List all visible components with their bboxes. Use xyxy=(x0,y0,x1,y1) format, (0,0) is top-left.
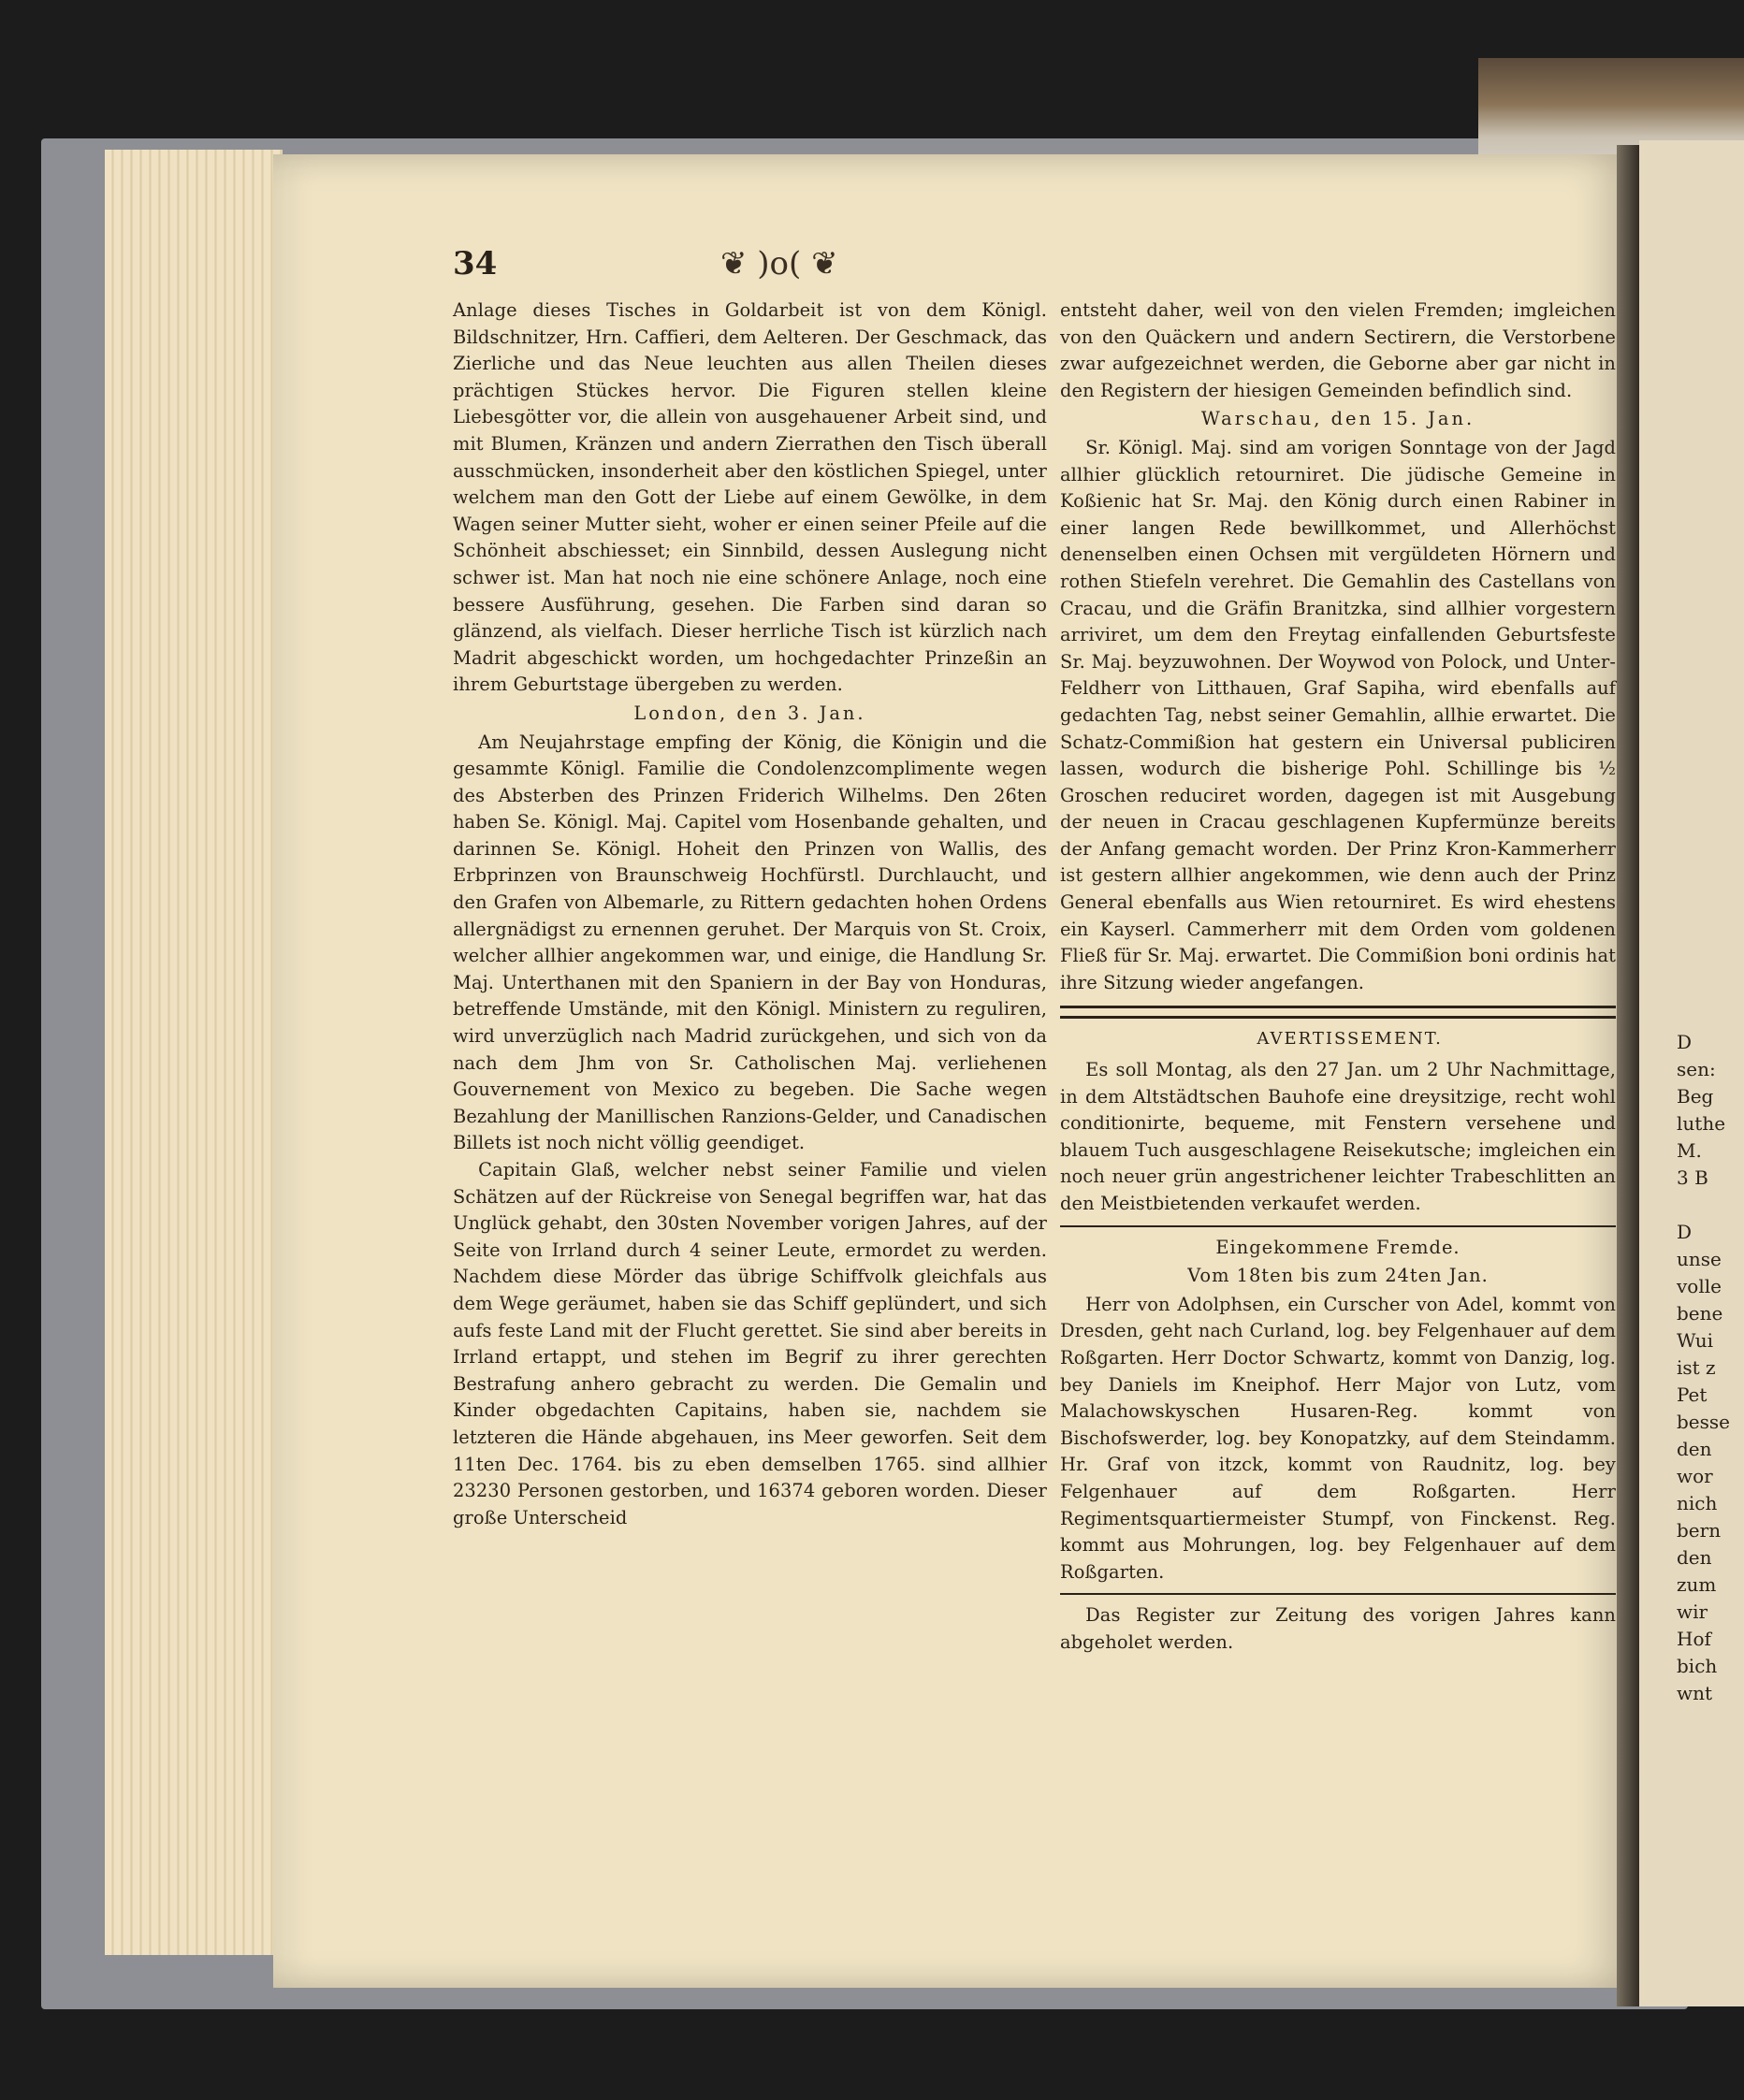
section-divider xyxy=(1060,1593,1616,1595)
facing-page-text xyxy=(1677,1029,1730,1707)
text-fragment: luthe xyxy=(1677,1112,1726,1135)
fremde-text: Herr von Adolphsen, ein Curscher von Adel, kommt von Dresden, geht nach Curland, log. bey Felgenhauer auf dem Roßgarten. Herr Doctor Schwartz, kommt von Danzig, log. bey Daniels im Kneiphof. Herr Major von Lutz, vom Malachowskyschen Husaren-Reg. kommt von Bischofswerder, log. bey Konopatzky, auf dem Steindamm. Hr. Graf von itzck, kommt von Raudnitz, log. bey Felgenhauer auf dem Roßgarten. Herr Regimentsquartiermeister Stumpf, von Finckenst. Reg. kommt aus Mohrungen, log. bey Felgenhauer auf dem Roßgarten. xyxy=(1060,1293,1616,1583)
avertissement-text: Es soll Montag, als den 27 Jan. um 2 Uhr Nachmittage, in dem Altstädtschen Bauhofe eine dreysitzige, recht wohl conditionirte, bequeme, mit Fenstern versehene und blauem Tuch ausgeschlagene Reisekutsche; imgleichen ein noch neuer grün angestrichener leichter Trabeschlitten an den Meistbietenden verkaufet werden. xyxy=(1060,1059,1616,1214)
text-fragment: zum xyxy=(1677,1573,1717,1596)
paragraph: Capitain Glaß, welcher nebst seiner Familie und vielen Schätzen auf der Rückreise von Senegal begriffen war, hat das Unglück gehabt, den 30sten November vorigen Jahres, auf der Seite von Irrland durch 4 seiner Leute, ermordet zu werden. Nachdem diese Mörder das übrige Schiffvolk gleichfals aus dem Wege geräumet, haben sie das Schiff geplündert, und sich aufs feste Land mit der Flucht gerettet. Sie sind aber bereits in Irrland ertappt, und stehen im Begrif zu ihrer gerechten Bestrafung anhero gebracht zu werden. Die Gemalin und Kinder obgedachten Capitains, haben sie, nachdem sie letzteren die Hände abgehauen, ins Meer geworfen. Seit dem 11ten Dec. 1764. bis zu eben demselben 1765. sind allhier 23230 Personen gestorben, und 16374 geboren worden. Dieser große Unterscheid xyxy=(453,1159,1047,1528)
avertissement-heading: AVERTISSEMENT. xyxy=(1257,1029,1443,1050)
text-fragment: Hof xyxy=(1677,1628,1711,1650)
text-fragment: D xyxy=(1677,1221,1693,1243)
text-fragment: wor xyxy=(1677,1465,1713,1487)
text-fragment: volle xyxy=(1677,1275,1722,1297)
text-fragment: den xyxy=(1677,1438,1712,1460)
text-fragment: Pet xyxy=(1677,1383,1708,1406)
paragraph: Sr. Königl. Maj. sind am vorigen Sonntage von der Jagd allhier glücklich retourniret. Die jüdische Gemeine in Koßienic hat Sr. Maj. den König durch einen Rabiner in einer langen Rede bewillkommet, und Allerhöchst denenselben einen Ochsen mit vergüldeten Hörnern und rothen Stiefeln verehret. Die Gemahlin des Castellans von Cracau, und die Gräfin Branitzka, sind allhier vorgestern arriviret, um dem den Freytag einfallenden Geburtsfeste Sr. Maj. beyzuwohnen. Der Woywod von Polock, und Unter-Feldherr von Litthauen, Graf Sapiha, wird ebenfalls auf gedachten Tag, nebst seiner Gemahlin, allhie erwartet. Die Schatz-Commißion hat gestern ein Universal publiciren lassen, wodurch die bisherige Pohl. Schillinge bis ½ Groschen reduciret worden, dagegen ist mit Ausgebung der neuen in Cracau geschlagenen Kupfermünze bereits der Anfang gemacht worden. Der Prinz Kron-Kammerherr ist gestern allhier angekommen, wie denn auch der Prinz General ebenfalls aus Wien retourniret. Es wird ehestens ein Kayserl. Cammerherr mit dem Orden vom goldenen Fließ für Sr. Maj. erwartet. Die Commißion boni ordinis hat ihre Sitzung wieder angefangen. xyxy=(1060,436,1616,993)
text-fragment: besse xyxy=(1677,1411,1731,1433)
text-fragment: bich xyxy=(1677,1655,1718,1677)
paragraph: Anlage dieses Tisches in Goldarbeit ist von dem Königl. Bildschnitzer, Hrn. Caffieri, dem Aelteren. Der Geschmack, das Zierliche und das Neue leuchten aus allen Theilen dieses prächtigen Stückes hervor. Die Figuren stellen kleine Liebesgötter vor, die allein von ausgehauener Arbeit sind, und mit Blumen, Kränzen und andern Zierrathen den Tisch überall ausschmücken, insonderheit aber den köstlichen Spiegel, unter welchem man den Gott der Liebe auf einem Gewölke, in dem Wagen seiner Mutter sieht, woher er einen seiner Pfeile auf die Schönheit abschiesset; ein Sinnbild, dessen Auslegung nicht schwer ist. Man hat noch nie eine schönere Anlage, noch eine bessere Ausführung, gesehen. Die Farben sind daran so glänzend, als vielfach. Dieser herrliche Tisch ist kürzlich nach Madrit abgeschickt worden, um hochgedachter Prinzeßin an ihrem Geburtstage übergeben zu werden. xyxy=(453,299,1047,696)
text-fragment: wnt xyxy=(1677,1682,1713,1704)
paragraph: Am Neujahrstage empfing der König, die Königin und die gesammte Königl. Familie die Condolenzcomplimente wegen des Absterben des Prinzen Friderich Wilhelms. Den 26ten haben Se. Königl. Maj. Capitel vom Hosenbande gehalten, und darinnen Se. Königl. Hoheit den Prinzen von Wallis, des Erbprinzen von Braunschweig Hochfürstl. Durchlaucht, und den Grafen von Albemarle, zu Rittern gedachten hohen Ordens allergnädigst zu ernennen geruhet. Der Marquis von St. Croix, welcher allhier angekommen war, und einige, die Handlung Sr. Maj. Unterthanen mit den Spaniern in der Bay von Honduras, betreffende Umstände, mit den Königl. Ministern zu reguliren, wird unverzüglich nach Madrid zurückgehen, und sich von da nach dem Jhm von Sr. Catholischen Maj. verliehenen Gouvernement von Mexico zu begeben. Die Sache wegen Bezahlung der Manillischen Ranzions-Gelder, und Canadischen Billets ist noch nicht völlig geendiget. xyxy=(453,731,1047,1154)
header-ornament: ❦ )o( ❦ xyxy=(720,245,838,282)
text-fragment xyxy=(1677,1192,1730,1219)
section-divider xyxy=(1060,1225,1616,1227)
text-fragment: den xyxy=(1677,1546,1712,1569)
text-fragment: bern xyxy=(1677,1519,1722,1542)
section-divider xyxy=(1060,1006,1616,1019)
page-number: 34 xyxy=(453,245,498,282)
text-fragment: Beg xyxy=(1677,1085,1714,1108)
paragraph: entsteht daher, weil von den vielen Fremden; imgleichen von den Quäckern und andern Sectirern, die Verstorbene zwar aufgezeichnet werden, die Geborne aber gar nicht in den Registern der hiesigen Gemeinden befindlich sind. xyxy=(1060,299,1616,401)
fremde-heading: Eingekommene Fremde. xyxy=(1215,1236,1461,1258)
dateline-london: London, den 3. Jan. xyxy=(633,702,866,724)
text-fragment: sen: xyxy=(1677,1058,1716,1080)
page-edges xyxy=(105,150,283,1955)
text-fragment: unse xyxy=(1677,1248,1722,1270)
register-notice: Das Register zur Zeitung des vorigen Jahres kann abgeholet werden. xyxy=(1060,1604,1616,1653)
text-fragment: 3 B xyxy=(1677,1166,1708,1189)
text-fragment: ist z xyxy=(1677,1356,1716,1379)
text-fragment: nich xyxy=(1677,1492,1718,1514)
left-column xyxy=(453,297,1047,1531)
text-fragment: M. xyxy=(1677,1139,1702,1162)
right-column xyxy=(1060,297,1616,1657)
text-fragment: Wui xyxy=(1677,1329,1714,1352)
book-gutter xyxy=(1617,145,1641,2006)
text-fragment: wir xyxy=(1677,1600,1708,1623)
text-fragment: bene xyxy=(1677,1302,1723,1325)
text-fragment: D xyxy=(1677,1031,1693,1053)
fremde-subheading: Vom 18ten bis zum 24ten Jan. xyxy=(1187,1265,1489,1287)
dateline-warsaw: Warschau, den 15. Jan. xyxy=(1200,408,1475,430)
